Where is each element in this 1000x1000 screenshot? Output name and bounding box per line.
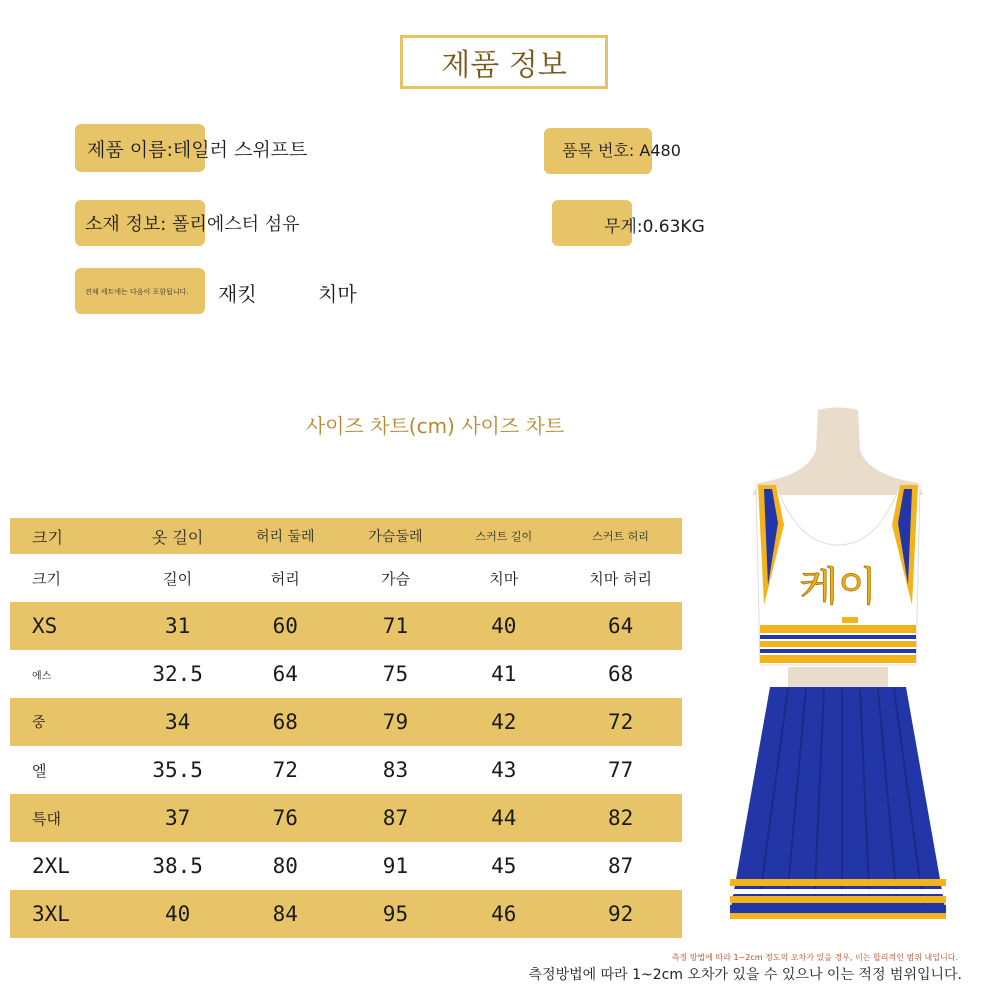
skirt-band-3 [730,896,946,903]
value-cell: 76 [228,794,343,842]
value-cell: 92 [559,890,682,938]
size-cell: 3XL [10,890,127,938]
size-chart-title: 사이즈 차트(cm) 사이즈 차트 [305,414,565,438]
value-cell: 44 [448,794,559,842]
chest-lettering: 케이 [799,564,877,610]
value-cell: 45 [491,854,517,878]
size-cell: 엘 [32,761,47,780]
product-photo [718,405,958,945]
top-band-3 [760,641,916,647]
value-cell: 87 [607,854,634,878]
table-row [10,746,682,794]
page-title: 제품 정보 [400,35,608,89]
mannequin-waist [788,667,888,689]
weight-info: 무게:0.63KG [604,217,705,237]
table-row [10,698,682,746]
mannequin-neck [753,408,923,496]
value-cell: 40 [448,602,559,650]
value-cell: 32.5 [152,662,203,686]
value-cell: 71 [343,602,449,650]
table-row [10,794,682,842]
size-table [10,518,682,938]
value-cell: 35.5 [152,758,203,782]
set-item-skirt: 치마 [318,282,357,306]
value-cell: 87 [343,794,449,842]
header-cell: 스커트 길이 [448,518,559,554]
set-note: 전체 세트에는 다음이 포함됩니다. [85,288,189,296]
subheader-cell: 치마 [489,569,519,588]
product-name: 제품 이름:테일러 스위프트 [87,139,308,161]
set-item-jacket: 재킷 [218,282,257,306]
top-band-2 [760,635,916,639]
skirt-band-5 [730,913,946,919]
subheader-cell: 가슴 [380,569,410,588]
table-subheader-row [10,554,682,602]
top-band-4 [760,649,916,653]
value-cell: 64 [272,662,298,686]
value-cell: 31 [127,602,228,650]
table-row [10,890,682,938]
material-info: 소재 정보: 폴리에스터 섬유 [85,214,300,235]
size-cell: 에스 [32,670,52,682]
table-row [10,842,682,890]
value-cell: 38.5 [152,854,203,878]
header-cell: 가슴둘레 [343,518,449,554]
size-cell: XS [10,602,127,650]
value-cell: 79 [343,698,449,746]
value-cell: 46 [448,890,559,938]
skirt-band-4 [730,905,946,913]
value-cell: 68 [607,662,634,686]
value-cell: 64 [559,602,682,650]
value-cell: 77 [607,758,634,782]
value-cell: 37 [127,794,228,842]
value-cell: 43 [491,758,517,782]
item-number: 품목 번호: A480 [562,141,681,160]
header-cell: 허리 둘레 [228,518,343,554]
size-cell: 특대 [10,794,127,842]
subheader-cell: 치마 허리 [589,569,652,588]
value-cell: 41 [491,662,517,686]
skirt-band-1 [730,879,946,886]
value-cell: 72 [272,758,298,782]
size-cell: 중 [10,698,127,746]
value-cell: 42 [448,698,559,746]
size-cell: 2XL [32,854,70,878]
value-cell: 34 [127,698,228,746]
value-cell: 80 [272,854,298,878]
footnote-main: 측정방법에 따라 1~2cm 오차가 있을 수 있으나 이는 적정 범위입니다. [528,967,962,983]
subheader-cell: 크기 [32,569,61,588]
subheader-cell: 허리 [270,569,300,588]
skirt-band-2 [730,889,946,894]
value-cell: 68 [228,698,343,746]
top-band-5 [760,655,916,663]
value-cell: 40 [127,890,228,938]
table-header-row [10,518,682,554]
value-cell: 82 [559,794,682,842]
value-cell: 60 [228,602,343,650]
footnote-small: 측정 방법에 따라 1~2cm 정도의 오차가 있을 경우, 이는 합리적인 범위 내입니다. [671,953,958,962]
crown-icon [842,617,858,623]
value-cell: 84 [228,890,343,938]
value-cell: 83 [382,758,409,782]
subheader-cell: 길이 [163,569,193,588]
table-row [10,650,682,698]
header-cell: 스커트 허리 [559,518,682,554]
header-cell: 옷 길이 [127,518,228,554]
value-cell: 72 [559,698,682,746]
top-band-1 [760,625,916,633]
table-row [10,602,682,650]
header-cell: 크기 [10,518,127,554]
value-cell: 75 [382,662,409,686]
value-cell: 95 [343,890,449,938]
value-cell: 91 [382,854,409,878]
